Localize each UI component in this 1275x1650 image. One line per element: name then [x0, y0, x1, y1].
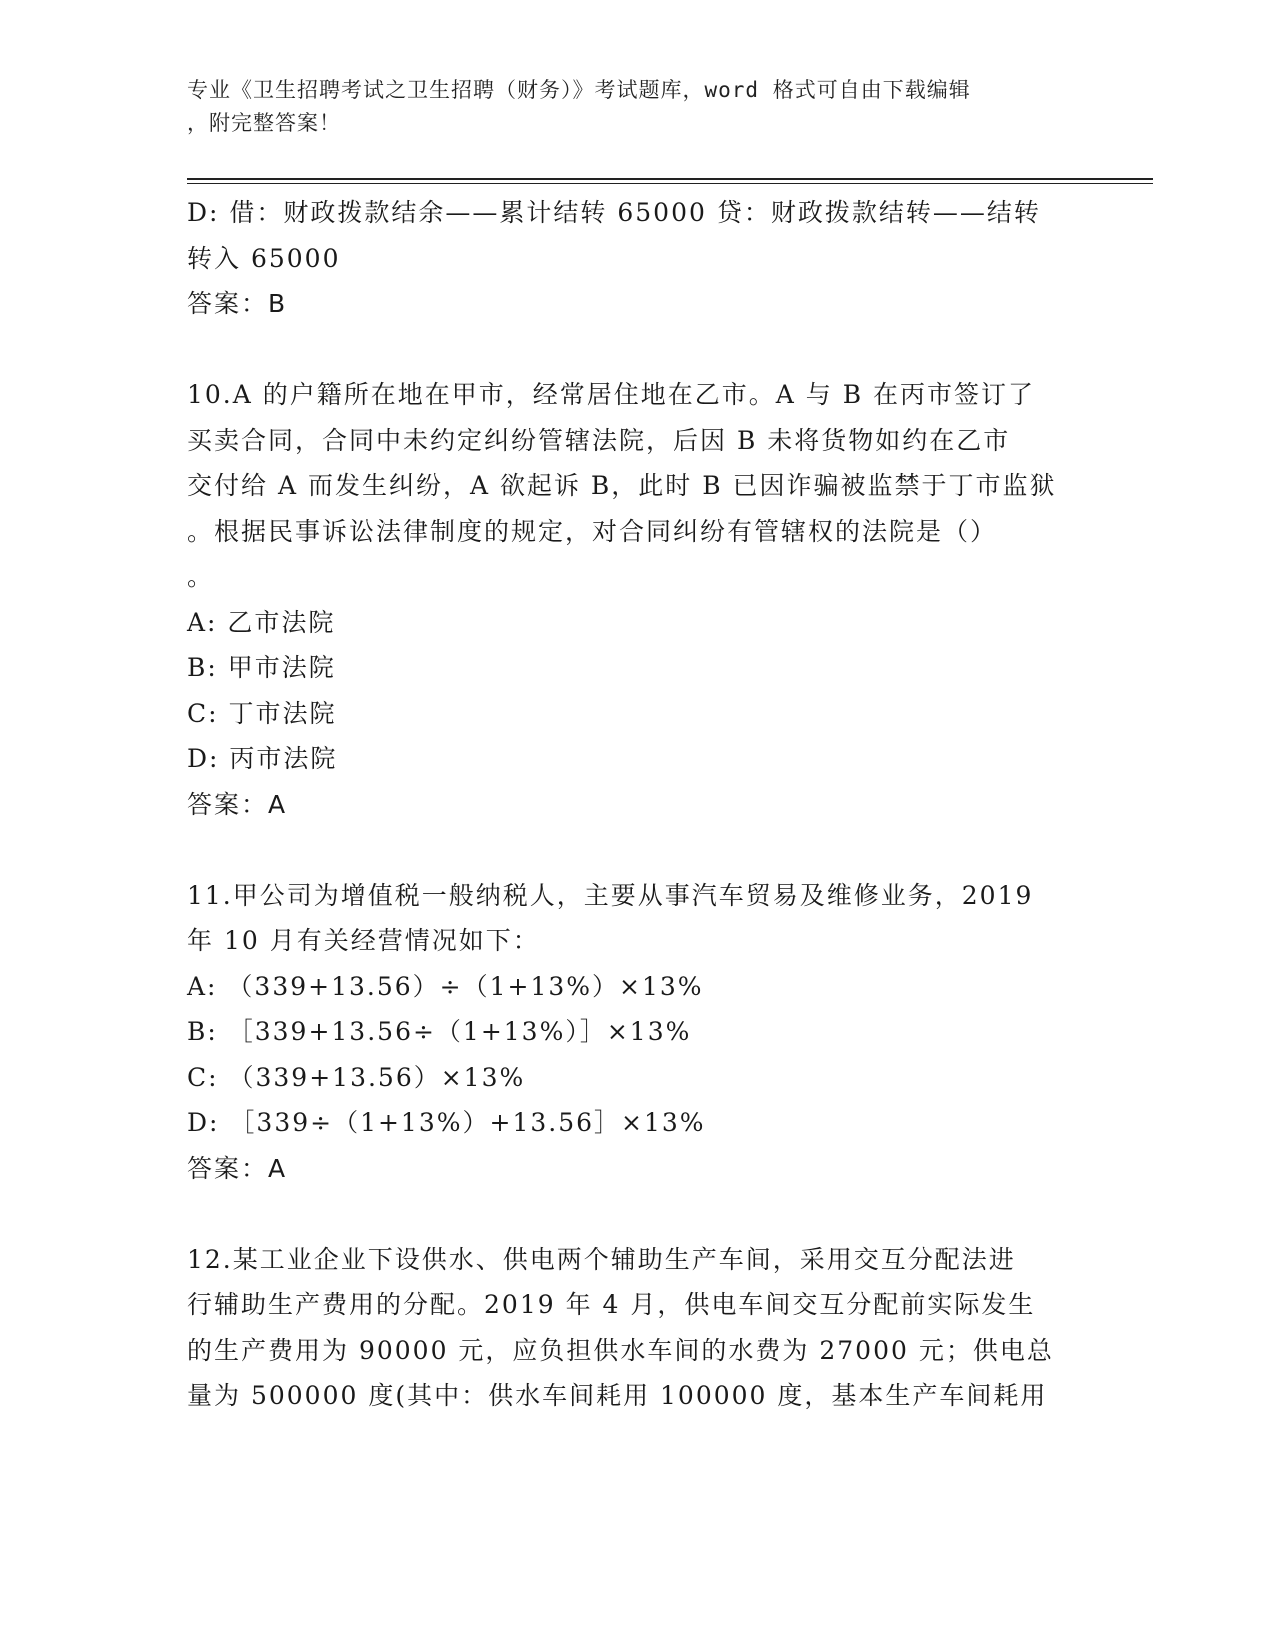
- option-d: D: 丙市法院: [187, 744, 338, 773]
- question-10: [187, 372, 1077, 827]
- spacer: [187, 1191, 1077, 1237]
- option-d-continued: 转入 65000: [187, 243, 341, 273]
- question-text-line: 买卖合同，合同中未约定纠纷管辖法院，后因 B 未将货物如约在乙市: [187, 425, 1011, 455]
- option-d: D: ［339÷（1+13%）+13.56］×13%: [187, 1108, 706, 1137]
- header-line-1: 专业《卫生招聘考试之卫生招聘（财务）》考试题库，word 格式可自由下载编辑: [187, 78, 971, 102]
- option-b: B: ［339+13.56÷（1+13%）］×13%: [187, 1017, 692, 1046]
- question-text-line: 10.A 的户籍所在地在甲市，经常居住地在乙市。A 与 B 在丙市签订了: [187, 380, 1036, 409]
- question-text-line: 11.甲公司为增值税一般纳税人，主要从事汽车贸易及维修业务，2019: [187, 880, 1034, 910]
- question-12: [187, 1237, 1077, 1419]
- option-d: D: 借：财政拨款结余——累计结转 65000 贷：财政拨款结转——结转: [187, 198, 1041, 227]
- document-body: [187, 190, 1077, 1419]
- option-a: A: （339+13.56）÷（1+13%）×13%: [187, 971, 704, 1001]
- spacer: [187, 327, 1077, 373]
- question-text-line: 年 10 月有关经营情况如下：: [187, 926, 540, 955]
- answer: 答案：A: [187, 789, 288, 819]
- question-text-line: 12.某工业企业下设供水、供电两个辅助生产车间，采用交互分配法进: [187, 1244, 1016, 1274]
- question-text-line: 量为 500000 度(其中：供水车间耗用 100000 度，基本生产车间耗用: [187, 1381, 1048, 1410]
- option-c: C: （339+13.56）×13%: [187, 1062, 526, 1092]
- option-c: C: 丁市法院: [187, 698, 337, 728]
- question-11: [187, 873, 1077, 1192]
- question-text-line: 。根据民事诉讼法律制度的规定，对合同纠纷有管辖权的法院是（）: [187, 516, 998, 546]
- option-a: A: 乙市法院: [187, 607, 336, 637]
- question-9-tail: [187, 190, 1077, 327]
- answer: 答案：A: [187, 1153, 288, 1183]
- header-divider-thin: [187, 183, 1153, 184]
- spacer: [187, 827, 1077, 873]
- question-text-line: 交付给 A 而发生纠纷，A 欲起诉 B，此时 B 已因诈骗被监禁于丁市监狱: [187, 471, 1057, 500]
- question-text-line: 。: [187, 562, 215, 591]
- question-text-line: 行辅助生产费用的分配。2019 年 4 月，供电车间交互分配前实际发生: [187, 1290, 1036, 1319]
- answer: 答案：B: [187, 289, 288, 318]
- header-divider-thick: [187, 178, 1153, 180]
- question-text-line: 的生产费用为 90000 元，应负担供水车间的水费为 27000 元；供电总: [187, 1335, 1054, 1365]
- option-b: B: 甲市法院: [187, 653, 336, 682]
- header-line-2: ，附完整答案！: [187, 111, 341, 135]
- document-header: [187, 74, 1067, 140]
